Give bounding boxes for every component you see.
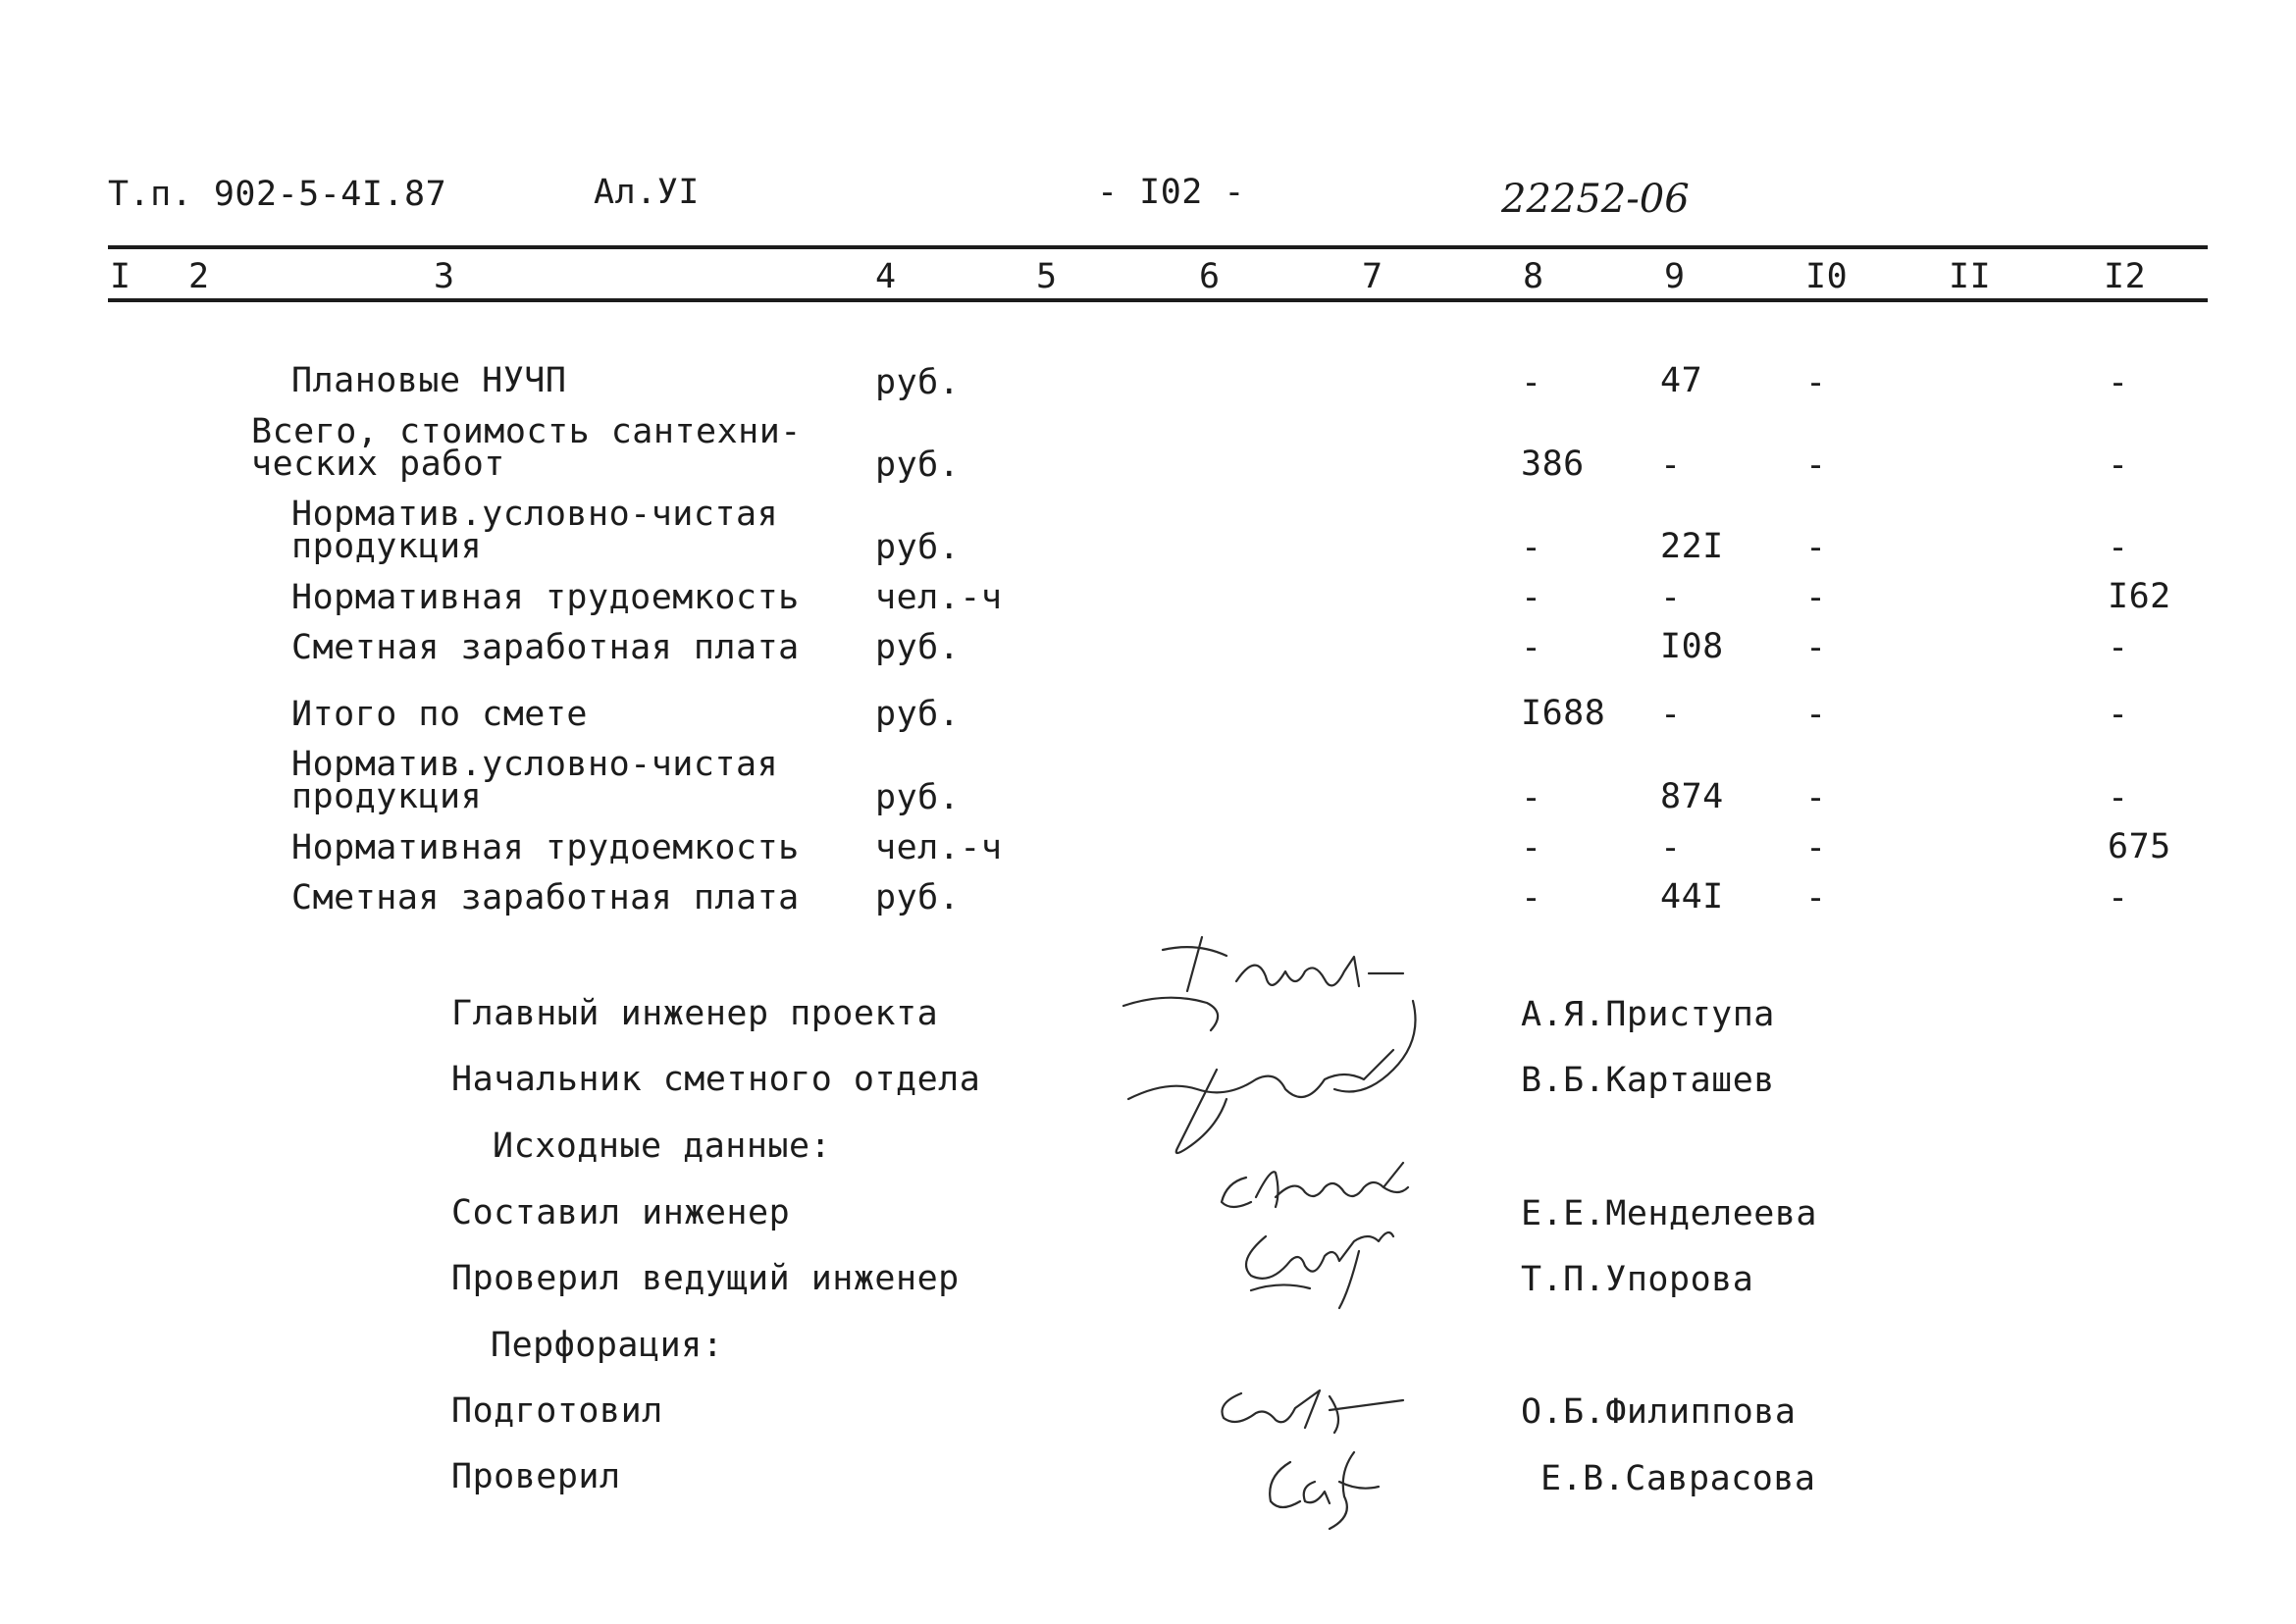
- signature-person: А.Я.Приступа: [1521, 995, 1775, 1034]
- signature-person: Е.В.Саврасова: [1540, 1459, 1816, 1498]
- row-name: Сметная заработная плата: [291, 628, 800, 667]
- cell-col10: -: [1805, 528, 1827, 567]
- cell-col9: -: [1660, 445, 1682, 485]
- row-unit: руб.: [875, 695, 961, 734]
- row-unit: руб.: [875, 628, 961, 667]
- signature-role: Составил инженер: [451, 1193, 791, 1232]
- cell-col12: -: [2108, 778, 2129, 817]
- signature-role: Подготовил: [451, 1391, 663, 1431]
- cell-col10: -: [1805, 363, 1827, 402]
- row-unit: чел.-ч: [875, 578, 1003, 617]
- row-name: Норматив.условно-чистая: [291, 745, 779, 784]
- cell-col8: -: [1521, 363, 1542, 402]
- column-header: 9: [1664, 257, 1686, 296]
- section-heading: Перфорация:: [491, 1326, 724, 1365]
- cell-col9: 44I: [1660, 877, 1724, 917]
- row-name: Итого по смете: [291, 695, 589, 734]
- row-unit: чел.-ч: [875, 828, 1003, 867]
- header-rule-top: [108, 245, 2208, 249]
- cell-col12: -: [2108, 878, 2129, 917]
- cell-col12: -: [2108, 628, 2129, 667]
- cell-col12: -: [2108, 445, 2129, 485]
- cell-col10: -: [1805, 628, 1827, 667]
- cell-col8: 386: [1521, 445, 1585, 484]
- column-header: 6: [1199, 257, 1221, 296]
- row-name: Норматив.условно-чистая: [291, 495, 779, 534]
- signature-role: Проверил: [451, 1457, 621, 1496]
- row-unit: руб.: [875, 778, 961, 817]
- album-label: Ал.УI: [594, 173, 700, 212]
- handwritten-doc-number: 22252-06: [1501, 177, 1690, 222]
- column-header: 3: [434, 257, 455, 296]
- column-header: I: [110, 257, 131, 296]
- row-name: Нормативная трудоемкость: [291, 828, 800, 867]
- cell-col10: -: [1805, 578, 1827, 617]
- row-name: Нормативная трудоемкость: [291, 578, 800, 617]
- doc-code: Т.п. 902-5-4I.87: [108, 175, 447, 214]
- column-header: I2: [2104, 257, 2147, 296]
- cell-col8: -: [1521, 828, 1542, 867]
- cell-col12: -: [2108, 528, 2129, 567]
- signature-person: Т.П.Упорова: [1521, 1260, 1754, 1299]
- signature-mark-pristupa: [1109, 932, 1433, 1158]
- signature-mark-filippova: [1212, 1379, 1408, 1438]
- cell-col10: -: [1805, 828, 1827, 867]
- cell-col10: -: [1805, 778, 1827, 817]
- row-unit: руб.: [875, 363, 961, 402]
- signature-person: Е.Е.Менделеева: [1521, 1194, 1818, 1233]
- column-header: II: [1949, 257, 1992, 296]
- cell-col10: -: [1805, 878, 1827, 917]
- cell-col8: -: [1521, 628, 1542, 667]
- row-name: продукция: [291, 777, 483, 816]
- row-unit: руб.: [875, 445, 961, 485]
- cell-col8: -: [1521, 578, 1542, 617]
- signature-role: Начальник сметного отдела: [451, 1060, 981, 1099]
- signature-mark-uporova: [1231, 1222, 1398, 1310]
- column-header: 2: [188, 257, 210, 296]
- cell-col9: 874: [1660, 777, 1724, 816]
- cell-col12: -: [2108, 695, 2129, 734]
- row-unit: руб.: [875, 528, 961, 567]
- row-name: продукция: [291, 527, 483, 566]
- row-name: Сметная заработная плата: [291, 878, 800, 917]
- column-header: 5: [1036, 257, 1058, 296]
- section-heading: Исходные данные:: [493, 1126, 832, 1166]
- cell-col9: -: [1660, 695, 1682, 734]
- column-header: 8: [1523, 257, 1544, 296]
- cell-col10: -: [1805, 695, 1827, 734]
- cell-col9: I08: [1660, 627, 1724, 666]
- header-rule-bottom: [108, 298, 2208, 302]
- cell-col8: -: [1521, 878, 1542, 917]
- cell-col8: -: [1521, 778, 1542, 817]
- column-header: I0: [1805, 257, 1849, 296]
- row-name: Всего, стоимость сантехни-: [251, 412, 802, 451]
- signature-role: Проверил ведущий инженер: [451, 1259, 960, 1298]
- signature-role: Главный инженер проекта: [451, 994, 939, 1033]
- cell-col12: 675: [2108, 827, 2171, 866]
- page-number: - I02 -: [1097, 173, 1246, 212]
- signature-person: В.Б.Карташев: [1521, 1061, 1775, 1100]
- signature-mark-mendeleeva: [1217, 1158, 1413, 1227]
- cell-col9: -: [1660, 828, 1682, 867]
- signature-mark-savrasova: [1261, 1442, 1398, 1531]
- signature-person: О.Б.Филиппова: [1521, 1392, 1797, 1432]
- column-header: 7: [1362, 257, 1383, 296]
- cell-col8: I688: [1521, 694, 1606, 733]
- column-header: 4: [875, 257, 897, 296]
- row-name: Плановые НУЧП: [291, 361, 567, 400]
- row-name: ческих работ: [251, 445, 505, 484]
- cell-col12: -: [2108, 363, 2129, 402]
- cell-col9: -: [1660, 578, 1682, 617]
- cell-col12: I62: [2108, 577, 2171, 616]
- cell-col9: 22I: [1660, 527, 1724, 566]
- row-unit: руб.: [875, 878, 961, 917]
- cell-col10: -: [1805, 445, 1827, 485]
- cell-col8: -: [1521, 528, 1542, 567]
- cell-col9: 47: [1660, 361, 1703, 400]
